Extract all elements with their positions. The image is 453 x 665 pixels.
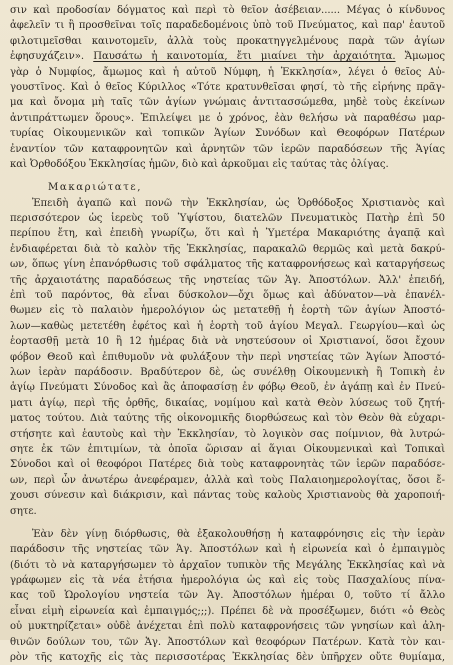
text-line: χουσι σύνεσιν καὶ διάκρισιν, καὶ πάντας τοὺς καλοὺς Χριστιανοὺς θὰ χαροποιή- <box>10 490 445 502</box>
text-line: ἀφελεῖν τι ἢ προσθεῖναι τοῖς παραδεδομένοις ὑπὸ τοῦ Πνεύματος, καὶ παρ' ἑαυτοῦ <box>10 20 445 32</box>
text-line: ων, περὶ ὧν ἀνωτέρω ἀνεφέραμεν, ἀλλὰ καὶ τοὺς Παλαιοημερολογίτας, ὅσοι ἔ- <box>10 474 445 486</box>
text-line: Ἐπειδὴ ἀγαπῶ καὶ πονῶ τὴν Ἐκκλησίαν, ὡς Ὀρθόδοξος Χριστιανὸς καὶ <box>32 197 445 209</box>
text-line: γὰρ ὁ Νυμφίος, ἄμωμος καὶ ἡ αὐτοῦ Νύμφη, ἡ Ἐκκλησία», λέγει ὁ θεῖος Αὐ- <box>10 66 445 78</box>
text-line: εἶναι εἰμὴ εἰρωνεία καὶ ἐμπαιγμός;;;). Πρέπει δὲ νὰ προσέξωμεν, διότι «ὁ Θεὸς <box>10 605 445 617</box>
text-line: ἐπὶ τοῦ παρόντος, θὰ εἶναι δύσκολον—ὄχι ὅμως καὶ ἀδύνατον—νὰ ἐπανέλ- <box>10 290 445 302</box>
text-line: ἀντιπράττωμεν ὅρους». Ἐπιλείψει με ὁ χρόνος, ἐὰν θελήσω νὰ παραθέσω μαρ- <box>10 112 445 124</box>
underlined-emphasis: Παυσάτω ἡ καινοτομία, ἔτι μιαίνει τὴν ἀρχαιότητα. <box>93 51 396 63</box>
text-line: σιν καὶ προδοσίαν δόγματος καὶ περὶ τὸ θεῖον ἀσέβειαν...... Μέγας ὁ κίνδυνος <box>10 5 445 16</box>
text-line: περισσότερον ὡς ἱερεὺς τοῦ Ὑψίστου, διατελῶν Πνευματικὸς Πατὴρ ἐπὶ 50 <box>10 213 445 225</box>
spacer <box>10 172 445 180</box>
text-line: φόβον Θεοῦ καὶ ἐπιθυμοῦν νὰ φυλάξουν τὴν περὶ νηστείας τῶν Ἁγίων Ἀποστό- <box>10 351 445 363</box>
spacer <box>10 519 445 527</box>
text-line: ἑορτασθῇ μετὰ 10 ἢ 12 ἡμέρας διὰ νὰ νηστεύσουν οἱ Χριστιανοί, ὅσοι ἔχουν <box>10 336 445 348</box>
paragraph-1 <box>10 3 445 172</box>
text-line: ἐνδιαφέρεται διὰ τὸ καλὸν τῆς Ἐκκλησίας, παρακαλῶ θερμῶς καὶ μετὰ δακρύ- <box>10 243 445 255</box>
text-line: οὐ μυκτηρίζεται» οὐδὲ ἀνέχεται ἐπὶ πολὺ καταφρονήσεις τῶν γνησίων καὶ ἀλη- <box>10 621 445 633</box>
text-line: ρὸν τῆς κατοχῆς εἰς τὰς περισσοτέρας Ἐκκλησίας δὲν ὑπῆρχεν οὔτε θυμίαμα, <box>10 652 445 664</box>
text-line: σητε ἐκ τῶν ἐπιτιμίων, τὰ ὁποῖα ὥρισαν αἱ ἅγιαι Οἰκουμενικαὶ καὶ Τοπικαὶ <box>10 443 445 455</box>
text-line: γουστῖνος. Καὶ ὁ θεῖος Κύριλλος «Τότε κρατυνθεῖσαι φησί, τὸ τῆς εἰρήνης πρᾶγ- <box>10 81 445 93</box>
text-line: παράδοσιν τῆς νηστείας τῶν Ἁγ. Ἀποστόλων καὶ ἡ εἰρωνεία καὶ ὁ ἐμπαιγμὸς <box>10 544 445 556</box>
text-line: λων ἱερὰν παράδοσιν. Βραδύτερον δὲ, ὡς συνέλθῃ Οἰκουμενικὴ ἢ Τοπικὴ ἐν <box>10 366 445 378</box>
salutation: Μακαριώτατε, <box>48 182 143 194</box>
text-line: φιλοτιμεῖσθαι καινοτομεῖν, ἀλλὰ τοὺς προκατηγγελμένους παρὰ τῶν ἁγίων <box>10 35 445 47</box>
text-line: Σύνοδοι καὶ οἱ θεοφόροι Πατέρες διὰ τοὺς καταφρονητὰς τῶν ἱερῶν παραδόσε- <box>10 459 445 471</box>
text-line: καὶ Ὀρθοδόξου Ἐκκλησίας ἡμῶν, διὸ καὶ ἀρκοῦμαι εἰς ταύτας τὰς ὀλίγας. <box>10 158 389 170</box>
text-line: περίπου ἔτη, καὶ ἐπειδὴ γνωρίζω, ὅτι καὶ ἡ Ὑμετέρα Μακαριότης ἀγαπᾷ καὶ <box>10 228 445 240</box>
text-line: τυρίας Οἰκουμενικῶν καὶ τοπικῶν Ἁγίων Συνόδων καὶ Θεοφόρων Πατέρων <box>10 128 445 140</box>
text-line: τῆς ἀρχαιοτάτης παραδόσεως τῆς νηστείας τῶν Ἁγ. Ἀποστόλων. Ἀλλ' ἐπειδή, <box>10 274 445 286</box>
text-line: σητε. <box>10 505 37 517</box>
text-line: ων, ὅπως γίνη ἐπανόρθωσις τοῦ σφάλματος τῆς καταφρονήσεως καὶ καταργήσεως <box>10 259 445 271</box>
text-line: ἐναντίον τῶν καταφρονητῶν καὶ ἀρνητῶν τῶν ἱερῶν παραδόσεων τῆς Ἁγίας <box>10 143 445 155</box>
text-line: ματι ἁγίῳ, περὶ τῆς ὀρθῆς, δικαίας, νομίμου καὶ κατὰ Θεὸν λύσεως τοῦ ζητή- <box>10 397 445 409</box>
text-line: (διότι τὸ νὰ καταργήσωμεν τὸ ἀρχαῖον τυπικὸν τῆς Μεγάλης Ἐκκλησίας καὶ νὰ <box>10 559 445 571</box>
text-line: ἁγίῳ Πνεύματι Σύνοδος καὶ ἂς ἀποφασίσῃ ἐν φόβῳ Θεοῦ, ἐν ἀγάπῃ καὶ ἐν Πνεύ- <box>10 382 445 394</box>
text-line: μα καὶ ὄνομα μὴ ταῖς τῶν ἁγίων γνώμαις ἀντιτασσώμεθα, μηδὲ τοὺς ἐκείνων <box>10 97 445 109</box>
paragraph-3 <box>10 527 445 665</box>
text-line: λων—καθὼς μετετέθη ἐφέτος καὶ ἡ ἑορτὴ τοῦ ἁγίου Μεγαλ. Γεωργίου—καὶ ὡς <box>10 320 445 332</box>
paragraph-2 <box>10 196 445 519</box>
text-line: κας τοῦ Ὡρολογίου νηστεία τῶν Ἁγ. Ἀποστόλων ἡμέραι 0, τοῦτο τί ἄλλο <box>10 590 445 602</box>
text-line: Ἐὰν δὲν γίνῃ διόρθωσις, θὰ ἐξακολουθήσῃ ἡ καταφρόνησις εἰς τὴν ἱερὰν <box>32 528 445 540</box>
text-segment: ἐφησυχάζειν». <box>10 51 94 63</box>
text-line: ματος τούτου. Διὰ ταύτης τῆς οἰκονομικῆς διορθώσεως καὶ τὸν Θεὸν θὰ εὐχαρι- <box>10 413 445 425</box>
text-line: θωμεν εἰς τὸ παλαιὸν ἡμερολόγιον ὡς μετατεθῇ ἡ ἑορτὴ τῶν ἁγίων Ἀποστό- <box>10 305 445 317</box>
text-segment: Ἄμωμος <box>395 51 445 63</box>
text-line: γράφωμεν εἰς τὰ νέα ἐτήσια ἡμερολόγια ὡς καὶ εἰς τοὺς Πασχαλίους πίνα- <box>10 575 445 587</box>
text-line-with-emphasis <box>10 49 445 64</box>
text-line: στήσητε καὶ ἑαυτοὺς καὶ τὴν Ἐκκλησίαν, τὸ λογικὸν σας ποίμνιον, θὰ λυτρώ- <box>10 428 445 440</box>
text-line: θινῶν δούλων του, τῶν Ἁγ. Ἀποστόλων καὶ θεοφόρων Πατέρων. Κατὰ τὸν και- <box>10 636 445 648</box>
